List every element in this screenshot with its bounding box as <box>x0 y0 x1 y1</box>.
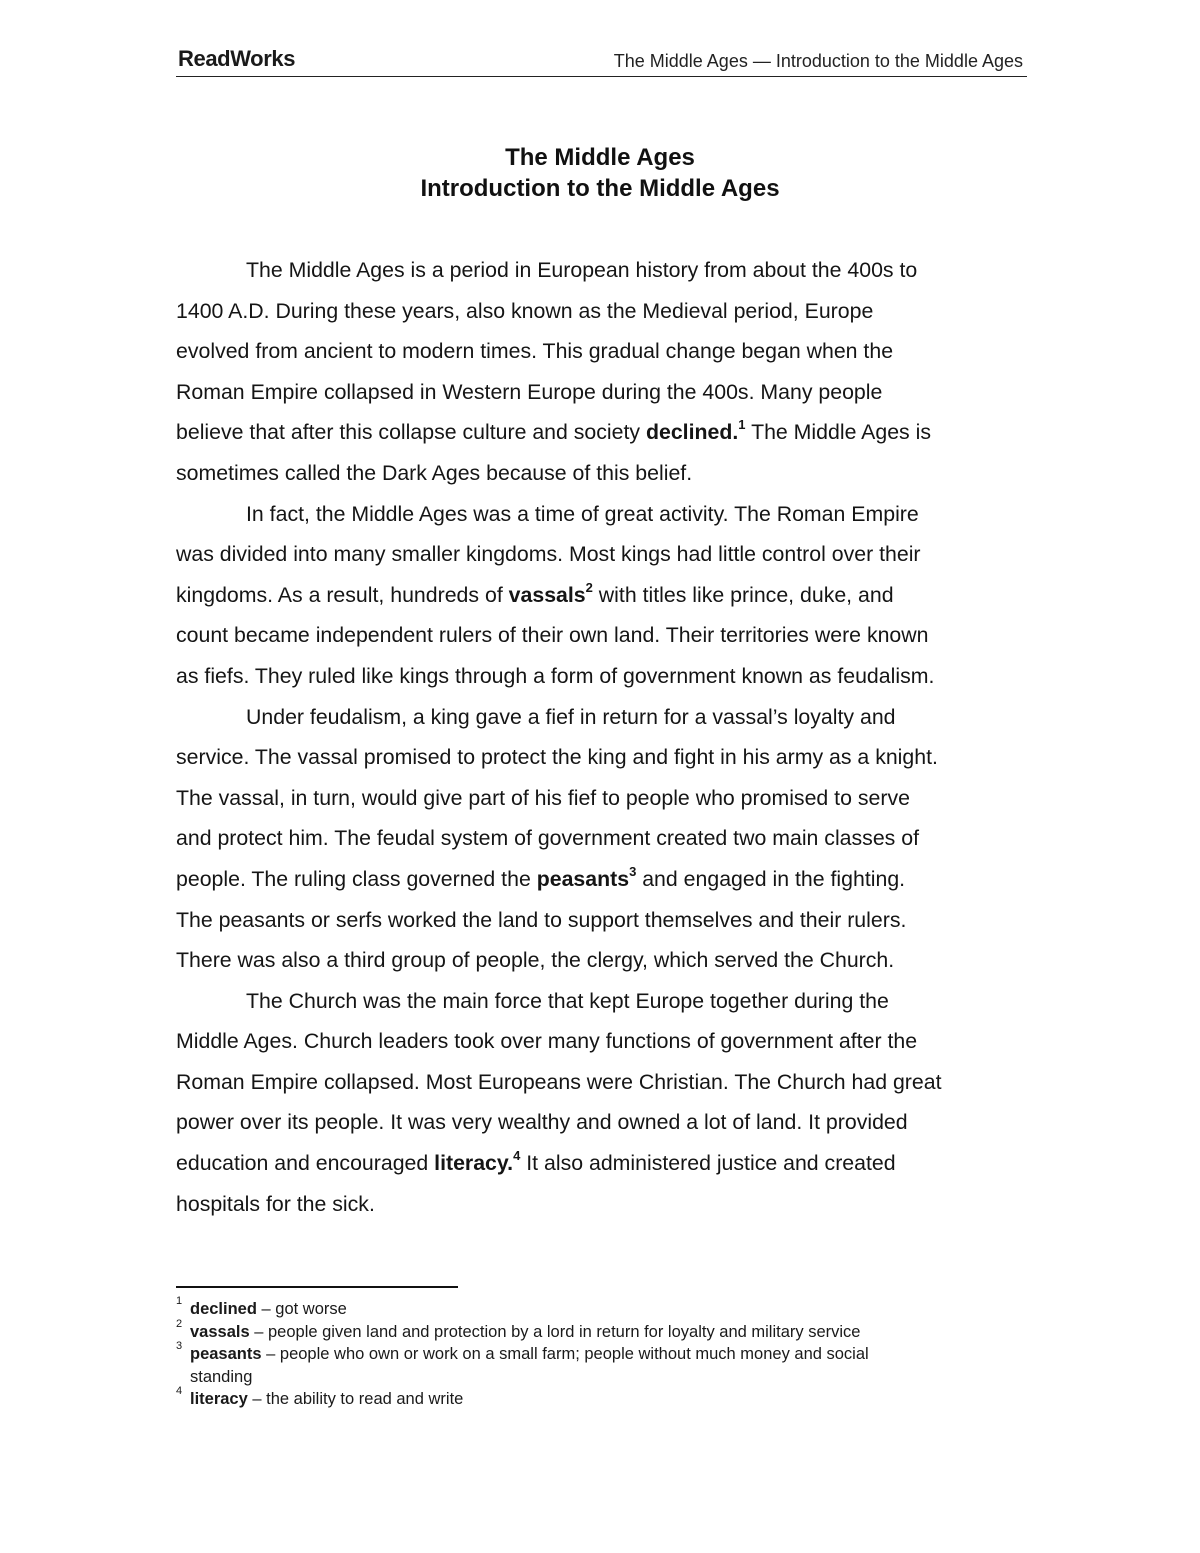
body-line: The peasants or serfs worked the land to support themselves and their rulers. <box>176 907 907 932</box>
body-line: Roman Empire collapsed. Most Europeans were Christian. The Church had great <box>176 1069 942 1094</box>
footnote-ref: 1 <box>738 417 746 433</box>
footnote-definition: – got worse <box>256 1300 347 1318</box>
footnote-definition: – the ability to read and write <box>247 1390 464 1408</box>
article-body <box>176 250 1036 1224</box>
footnote-term: literacy <box>190 1390 248 1408</box>
body-line <box>176 859 1036 900</box>
body-text: believe that after this collapse culture and society <box>176 420 646 445</box>
title-line-1: The Middle Ages <box>505 144 695 171</box>
body-line: evolved from ancient to modern times. This gradual change began when the <box>176 339 894 364</box>
footnote-term: peasants <box>190 1345 262 1363</box>
footnote-ref: 4 <box>513 1147 521 1163</box>
footnote-item <box>176 1295 1036 1321</box>
running-title: The Middle Ages — Introduction to the Middle Ages <box>613 51 1023 71</box>
body-line: service. The vassal promised to protect the king and fight in his army as a knight. <box>176 745 938 770</box>
footnote-definition: – people who own or work on a small farm; people without much money and social <box>261 1345 869 1363</box>
body-line: and protect him. The feudal system of government created two main classes of <box>176 826 919 851</box>
body-line: sometimes called the Dark Ages because of this belief. <box>176 460 693 485</box>
body-line: In fact, the Middle Ages was a time of great activity. The Roman Empire <box>246 501 919 526</box>
body-text: It also administered justice and created <box>520 1151 896 1176</box>
vocab-term: peasants <box>536 866 630 891</box>
page-header <box>176 46 1027 77</box>
body-line: Middle Ages. Church leaders took over many functions of government after the <box>176 1029 918 1054</box>
footnote-continuation: standing <box>190 1367 253 1386</box>
document-title <box>0 142 1200 204</box>
footnote-item <box>176 1340 1036 1388</box>
body-line: 1400 A.D. During these years, also known as the Medieval period, Europe <box>176 298 874 323</box>
body-line: The Middle Ages is a period in European history from about the 400s to <box>246 258 918 282</box>
body-text: with titles like prince, duke, and <box>592 582 894 607</box>
footnote-item <box>176 1317 1036 1344</box>
footnote-divider <box>176 1286 458 1288</box>
body-text: The Middle Ages is <box>745 420 931 445</box>
body-line: power over its people. It was very wealthy and owned a lot of land. It provided <box>176 1110 908 1135</box>
body-line: The Church was the main force that kept Europe together during the <box>246 988 889 1013</box>
body-text: people. The ruling class governed the <box>176 866 537 891</box>
footnote-number: 2 <box>176 1317 183 1330</box>
body-line: Under feudalism, a king gave a fief in return for a vassal’s loyalty and <box>246 704 896 729</box>
footnote-ref: 2 <box>585 579 593 595</box>
vocab-term: vassals <box>508 582 586 607</box>
body-line <box>176 412 1036 453</box>
footnote-number: 1 <box>176 1295 183 1307</box>
footnote-term: declined <box>190 1300 257 1318</box>
vocab-term: literacy. <box>434 1151 514 1176</box>
body-line <box>176 1143 1036 1184</box>
body-text: education and encouraged <box>176 1151 435 1176</box>
body-line: hospitals for the sick. <box>176 1191 375 1216</box>
footnote-number: 4 <box>176 1385 183 1397</box>
footnote-ref: 3 <box>629 863 637 879</box>
body-text: kingdoms. As a result, hundreds of <box>176 582 509 607</box>
vocab-term: declined. <box>645 420 739 445</box>
footnote-definition: – people given land and protection by a lord in return for loyalty and military service <box>249 1322 861 1341</box>
title-line-2: Introduction to the Middle Ages <box>420 175 780 202</box>
body-line: There was also a third group of people, the clergy, which served the Church. <box>176 948 895 973</box>
footnote-number: 3 <box>176 1340 183 1352</box>
body-line: as fiefs. They ruled like kings through a form of government known as feudalism. <box>176 663 935 688</box>
body-line: The vassal, in turn, would give part of his fief to people who promised to serve <box>176 785 910 810</box>
body-line: was divided into many smaller kingdoms. Most kings had little control over their <box>176 542 921 567</box>
readworks-logo: ReadWorks <box>178 46 296 71</box>
footnote-item <box>176 1385 1036 1411</box>
body-line: Roman Empire collapsed in Western Europe during the 400s. Many people <box>176 379 883 404</box>
body-text: and engaged in the fighting. <box>636 866 906 891</box>
footnotes <box>176 1295 1036 1411</box>
body-line <box>176 575 1036 616</box>
footnote-term: vassals <box>190 1322 250 1341</box>
body-line: count became independent rulers of their own land. Their territories were known <box>176 623 929 648</box>
